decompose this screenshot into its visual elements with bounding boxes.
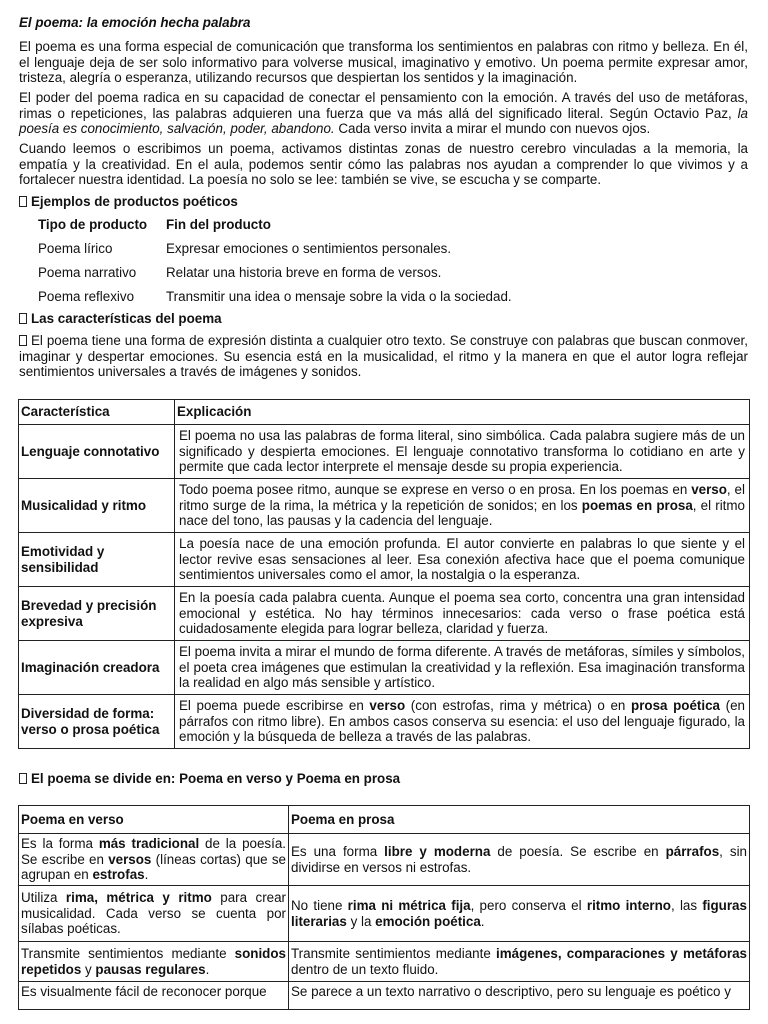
power-text-end: Cada verso invita a mirar el mundo con nuevos ojos. [334, 121, 651, 137]
characteristic-name: Lenguaje connotativo [19, 425, 175, 479]
cell-text: dentro de un texto fluido. [291, 961, 439, 977]
table-row [19, 533, 750, 587]
prose-cell: Se parece a un texto narrativo o descriptivo, pero su lenguaje es poético y [289, 982, 750, 1010]
cell-text: (líneas cortas) que se agrupan en [21, 851, 286, 883]
cell-bold: figuras literarias [291, 897, 747, 929]
cell-text: . [205, 961, 210, 977]
characteristics-intro [19, 333, 748, 380]
explanation-bold: poemas en prosa [581, 497, 693, 513]
characteristic-explanation: En la poesía cada palabra cuenta. Aunque el poema sea corto, concentra una gran intensidad emocional y estética. No hay términos innecesarios: cada verso o frase poética está cuidadosamente elegida para lograr belleza, claridad y fuerza. [175, 587, 750, 641]
characteristic-name: Emotividad y sensibilidad [19, 533, 175, 587]
characteristic-explanation: La poesía nace de una emoción profunda. El autor convierte en palabras lo que siente y el lector revive esas sensaciones al leer. Esa conexión afectiva hace que el poema comunique sentimientos universales como el amor, la nostalgia o la esperanza. [175, 533, 750, 587]
characteristics-heading [19, 311, 222, 327]
prose-cell [289, 834, 750, 886]
cell-bold: párrafos [665, 843, 720, 859]
cell-text: Es la forma [21, 836, 99, 852]
intro-paragraph: El poema es una forma especial de comunicación que transforma los sentimientos en palabras con ritmo y belleza. En él, el lenguaje deja de ser solo informativo para volverse musical, imaginativo y emotivo. Un poema permite expresar amor, tristeza, alegría o esperanza, utilizando recursos que despiertan los sentidos y la imaginación. [19, 39, 748, 86]
table-row [19, 479, 750, 533]
characteristics-table [18, 399, 750, 749]
cell-bold: sonidos repetidos [21, 945, 286, 977]
cell-text: Transmite sentimientos mediante [291, 945, 497, 961]
characteristic-explanation: El poema invita a mirar el mundo de forma diferente. A través de metáforas, símiles y símbolos, el poeta crea imágenes que estimulan la creatividad y la reflexión. Esa imaginación transforma la realidad en algo más sensible y artístico. [175, 641, 750, 695]
characteristics-intro-text: El poema tiene una forma de expresión distinta a cualquier otro texto. Se construye con palabras que buscan conmover, imaginar y despertar emociones. Su esencia está en la musicalidad, el ritmo y la manera en que el autor logra reflejar sentimientos universales a través de imágenes y sonidos. [19, 333, 748, 380]
example-type: Poema narrativo [38, 265, 137, 280]
division-heading [19, 771, 400, 787]
table-header-explanation: Explicación [175, 400, 750, 425]
cell-text: , las [670, 897, 703, 913]
checkbox-glyph-icon [19, 335, 27, 346]
cell-text: y [81, 961, 96, 977]
cell-text: . [480, 913, 485, 929]
verse-cell [19, 834, 289, 886]
document-title: El poema: la emoción hecha palabra [19, 15, 251, 30]
cell-text: para crear musicalidad. Cada verso se cuenta por sílabas poéticas. [21, 890, 287, 937]
cell-text: Utiliza [21, 890, 66, 906]
characteristic-name: Diversidad de forma: verso o prosa poética [19, 695, 175, 749]
prose-cell [289, 942, 750, 982]
octavio-paz-quote: la poesía es conocimiento, salvación, poder, abandono. [19, 105, 748, 137]
examples-heading [19, 194, 238, 210]
checkbox-glyph-icon [19, 313, 27, 324]
verse-cell: Es visualmente fácil de reconocer porque [19, 982, 289, 1010]
characteristic-explanation [175, 695, 750, 749]
prose-cell [289, 886, 750, 942]
cell-text: de la poesía. Se escribe en [21, 836, 286, 867]
cell-text: y la [346, 913, 376, 929]
explanation-text: (con estrofas, rima y métrica) o en [405, 698, 632, 714]
table-row [19, 834, 750, 886]
cell-text: , sin dividirse en versos ni estrofas. [291, 843, 747, 875]
explanation-bold: verso [369, 698, 406, 714]
table-header-row [19, 400, 750, 425]
power-paragraph [19, 90, 748, 137]
power-text: El poder del poema radica en su capacidad de conectar el pensamiento con la emoción. A través del uso de metáforas, rimas o repeticiones, las palabras adquieren una fuerza que va más allá del significado literal. Según Octavio Paz, [19, 90, 748, 121]
table-row [19, 886, 750, 942]
characteristic-explanation: El poema no usa las palabras de forma literal, sino simbólica. Cada palabra sugiere más de un significado y despierta emociones. El lenguaje connotativo transforma lo cotidiano en arte y permite que cada lector interprete el mensaje desde su propia experiencia. [175, 425, 750, 479]
table-header-prose: Poema en prosa [289, 806, 750, 834]
cell-text: , pero conserva el [470, 897, 587, 913]
examples-col-purpose-header: Fin del producto [166, 217, 271, 232]
division-heading-text: El poema se divide en: Poema en verso y Poema en prosa [31, 771, 401, 786]
cell-bold: estrofas [92, 867, 145, 883]
examples-col-type-header: Tipo de producto [38, 217, 148, 232]
explanation-bold: prosa poética [631, 698, 720, 714]
example-type: Poema lírico [38, 241, 113, 256]
characteristic-explanation [175, 479, 750, 533]
cell-text: No tiene [291, 897, 348, 913]
characteristic-name: Musicalidad y ritmo [19, 479, 175, 533]
reading-paragraph: Cuando leemos o escribimos un poema, activamos distintas zonas de nuestro cerebro vinculadas a la memoria, la empatía y la creatividad. En el aula, podemos sentir cómo las palabras nos ayudan a comprender lo que vivimos y a fortalecer nuestra identidad. La poesía no solo se lee: también se vive, se escucha y se comparte. [19, 141, 748, 188]
cell-bold: versos [108, 851, 152, 867]
table-header-characteristic: Característica [19, 400, 175, 425]
cell-text: . [144, 867, 149, 883]
table-row [19, 942, 750, 982]
explanation-text: , el ritmo surge de la rima, la métrica y la repetición de sonidos; en los [179, 482, 745, 513]
verse-cell [19, 886, 289, 942]
table-row [19, 425, 750, 479]
example-type: Poema reflexivo [38, 289, 135, 304]
explanation-text: Todo poema posee ritmo, aunque se exprese en verso o en prosa. En los poemas en [179, 482, 692, 498]
division-table [18, 805, 750, 1010]
checkbox-glyph-icon [19, 773, 27, 784]
explanation-bold: verso [691, 482, 727, 498]
cell-bold: rima ni métrica fija [347, 897, 471, 913]
table-header-verse: Poema en verso [19, 806, 289, 834]
table-row [19, 695, 750, 749]
table-header-row [19, 806, 750, 834]
cell-bold: rima, métrica y ritmo [65, 890, 212, 906]
table-row [19, 982, 750, 1010]
table-row [19, 587, 750, 641]
cell-bold: pausas regulares [95, 961, 206, 977]
table-row [19, 641, 750, 695]
cell-bold: emoción poética [375, 913, 481, 929]
cell-bold: libre y moderna [384, 843, 491, 859]
explanation-text: El poema puede escribirse en [179, 698, 370, 714]
cell-text: Transmite sentimientos mediante [21, 945, 235, 961]
cell-bold: imágenes, comparaciones y metáforas [496, 945, 747, 961]
characteristic-name: Imaginación creadora [19, 641, 175, 695]
explanation-text: (en párrafos con ritmo libre). En ambos casos conserva su esencia: el uso del lenguaje figurado, la emoción y la búsqueda de belleza a través de las palabras. [179, 698, 745, 745]
example-purpose: Relatar una historia breve en forma de versos. [166, 265, 442, 280]
checkbox-glyph-icon [19, 196, 27, 207]
example-purpose: Expresar emociones o sentimientos personales. [166, 241, 452, 256]
cell-bold: más tradicional [98, 836, 200, 852]
verse-cell [19, 942, 289, 982]
characteristics-heading-text: Las características del poema [31, 311, 222, 326]
example-purpose: Transmitir una idea o mensaje sobre la vida o la sociedad. [166, 289, 512, 304]
characteristic-name: Brevedad y precisión expresiva [19, 587, 175, 641]
cell-text: de poesía. Se escribe en [490, 843, 666, 859]
cell-text: Es una forma [291, 843, 385, 859]
explanation-text: , el ritmo nace del tono, las pausas y la cadencia del lenguaje. [179, 497, 746, 529]
examples-heading-text: Ejemplos de productos poéticos [31, 194, 238, 209]
cell-bold: ritmo interno [586, 897, 671, 913]
